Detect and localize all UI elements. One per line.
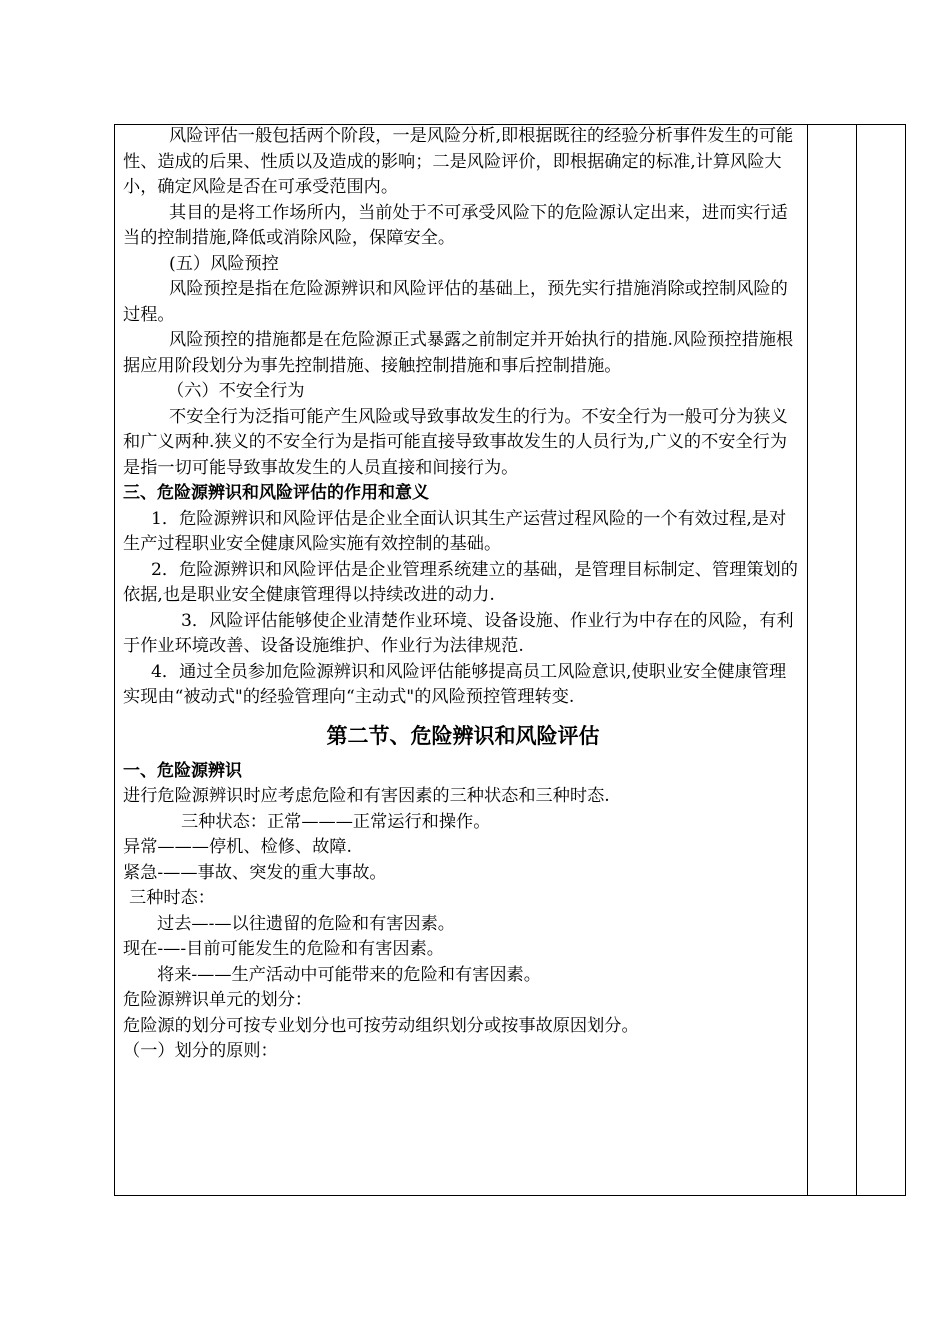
paragraph: 风险预控是指在危险源辨识和风险评估的基础上，预先实行措施消除或控制风险的过程。: [123, 279, 788, 325]
paragraph: 风险预控的措施都是在危险源正式暴露之前制定并开始执行的措施.风险预控措施根据应用阶段划分为事先控制措施、接触控制措施和事后控制措施。: [123, 330, 794, 376]
table-column-divider: [807, 124, 808, 1196]
document-body: [123, 124, 803, 1065]
paragraph: 将来-——生产活动中可能带来的危险和有害因素。: [157, 964, 541, 985]
section-heading: （六）不安全行为: [167, 381, 305, 401]
paragraph: 其目的是将工作场所内，当前处于不可承受风险下的危险源认定出来，进而实行适当的控制措施,降低或消除风险，保障安全。: [123, 202, 788, 248]
list-item: 1．危险源辨识和风险评估是企业全面认识其生产运营过程风险的一个有效过程,是对生产过程职业安全健康风险实施有效控制的基础。: [123, 508, 787, 554]
heading-2: 第二节、危险辨识和风险评估: [326, 723, 600, 748]
paragraph: 异常———停机、检修、故障.: [123, 837, 352, 857]
paragraph: 不安全行为泛指可能产生风险或导致事故发生的行为。不安全行为一般可分为狭义和广义两种.狭义的不安全行为是指可能直接导致事故发生的人员行为,广义的不安全行为是指一切可能导致事故发生的人员直接和间接行为。: [123, 406, 788, 478]
paragraph: 危险源的划分可按专业划分也可按劳动组织划分或按事故原因划分。: [123, 1015, 639, 1036]
heading-3: 一、危险源辨识: [123, 760, 242, 781]
list-item: 3．风险评估能够使企业清楚作业环境、设备设施、作业行为中存在的风险，有利于作业环境改善、设备设施维护、作业行为法律规范.: [123, 610, 794, 656]
list-item: 4．通过全员参加危险源辨识和风险评估能够提高员工风险意识,使职业安全健康管理实现由“被动式"的经验管理向“主动式"的风险预控管理转变.: [123, 661, 787, 707]
section-heading: (五）风险预控: [169, 253, 279, 274]
paragraph: 进行危险源辨识时应考虑危险和有害因素的三种状态和三种时态.: [123, 786, 610, 806]
paragraph: （一）划分的原则：: [123, 1041, 278, 1061]
paragraph: 过去—-—以往遗留的危险和有害因素。: [157, 913, 455, 934]
table-column-divider: [856, 124, 857, 1196]
heading-3: 三、危险源辨识和风险评估的作用和意义: [123, 483, 429, 503]
paragraph: 危险源辨识单元的划分：: [123, 990, 313, 1010]
paragraph: 三种状态：正常———正常运行和操作。: [181, 811, 491, 832]
list-item: 2．危险源辨识和风险评估是企业管理系统建立的基础，是管理目标制定、管理策划的依据,也是职业安全健康管理得以持续改进的动力.: [123, 559, 798, 605]
paragraph: 风险评估一般包括两个阶段，一是风险分析,即根据既往的经验分析事件发生的可能性、造成的后果、性质以及造成的影响；二是风险评价，即根据确定的标准,计算风险大小，确定风险是否在可承受范围内。: [123, 126, 794, 197]
paragraph: 三种时态：: [129, 888, 215, 908]
paragraph: 紧急-——事故、突发的重大事故。: [123, 862, 387, 883]
paragraph: 现在-—-目前可能发生的危险和有害因素。: [123, 939, 444, 959]
